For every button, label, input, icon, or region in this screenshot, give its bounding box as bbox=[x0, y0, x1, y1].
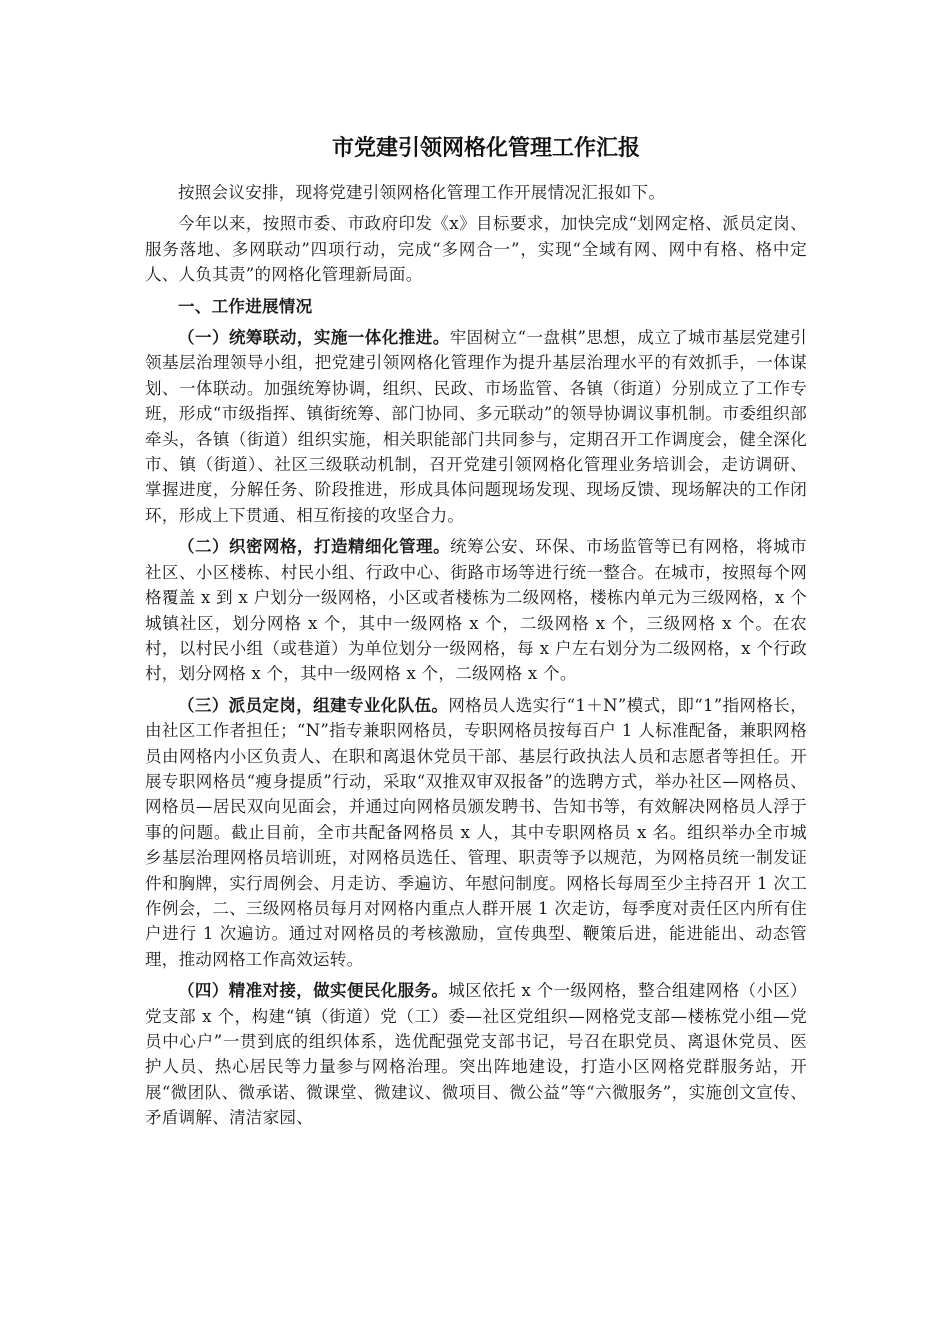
item-body-2: 统筹公安、环保、市场监管等已有网格，将城市社区、小区楼栋、村民小组、行政中心、街路市场等进行统一整合。在城市，按照每个网格覆盖 x 到 x 户划分一级网格，小区或者楼栋为二级网格，楼栋内单元为三级网格，x 个城镇社区，划分网格 x 个，其中一级网格 x 个，二级网格 x 个，三级网格 x 个。在农村，以村民小组（或巷道）为单位划分一级网格，每 x 户左右划分为二级网格，x 个行政村，划分网格 x 个，其中一级网格 x 个，二级网格 x 个。 bbox=[145, 537, 807, 684]
item-paragraph-1 bbox=[145, 325, 807, 528]
background-paragraph: 今年以来，按照市委、市政府印发《x》目标要求，加快完成“划网定格、派员定岗、服务落地、多网联动”四项行动，完成“多网合一”，实现“全域有网、网中有格、格中定人、人负其责”的网格化管理新局面。 bbox=[145, 214, 807, 285]
item-body-3: 网格员人选实行“1＋N”模式，即“1”指网格长，由社区工作者担任；“N”指专兼职网格员，专职网格员按每百户 1 人标准配备，兼职网格员由网格内小区负责人、在职和离退休党员干部、基层行政执法人员和志愿者等担任。开展专职网格员“瘦身提质”行动，采取“双推双审双报备”的选聘方式，举办社区—网格员、网格员—居民双向见面会，并通过向网格员颁发聘书、告知书等，有效解决网格员人浮于事的问题。截止目前，全市共配备网格员 x 人，其中专职网格员 x 名。组织举办全市城乡基层治理网格员培训班，对网格员选任、管理、职责等予以规范，为网格员统一制发证件和胸牌，实行周例会、月走访、季遍访、年慰问制度。网格长每周至少主持召开 1 次工作例会，二、三级网格员每月对网格内重点人群开展 1 次走访，每季度对责任区内所有住户进行 1 次遍访。通过对网格员的考核激励，宣传典型、鞭策后进，能进能出、动态管理，推动网格工作高效运转。 bbox=[145, 695, 808, 969]
item-paragraph-3 bbox=[145, 693, 807, 972]
intro-paragraph: 按照会议安排，现将党建引领网格化管理工作开展情况汇报如下。 bbox=[178, 183, 666, 202]
item-paragraph-4 bbox=[145, 978, 807, 1130]
item-body-4: 城区依托 x 个一级网格，整合组建网格（小区）党支部 x 个，构建“镇（街道）党（工）委—社区党组织—网格党支部—楼栋党小组—党员中心户”一贯到底的组织体系，选优配强党支部书记，号召在职党员、离退休党员、医护人员、热心居民等力量参与网格治理。突出阵地建设，打造小区网格党群服务站，开展“微团队、微承诺、微课堂、微建议、微项目、微公益”等“六微服务”，实施创文宣传、矛盾调解、清洁家园、 bbox=[145, 981, 807, 1128]
item-paragraph-2 bbox=[145, 534, 807, 686]
item-lead-1: （一）统筹联动，实施一体化推进。 bbox=[178, 328, 450, 348]
item-lead-3: （三）派员定岗，组建专业化队伍。 bbox=[178, 695, 449, 715]
item-lead-4: （四）精准对接，做实便民化服务。 bbox=[178, 981, 449, 1001]
document-body bbox=[145, 132, 807, 1137]
document-title: 市党建引领网格化管理工作汇报 bbox=[331, 136, 640, 161]
item-lead-2: （二）织密网格，打造精细化管理。 bbox=[178, 537, 451, 557]
item-body-1: 牢固树立“一盘棋”思想，成立了城市基层党建引领基层治理领导小组，把党建引领网格化管理作为提升基层治理水平的有效抓手，一体谋划、一体联动。加强统筹协调，组织、民政、市场监管、各镇（街道）分别成立了工作专班，形成“市级指挥、镇街统筹、部门协同、多元联动”的领导协调议事机制。市委组织部牵头，各镇（街道）组织实施，相关职能部门共同参与，定期召开工作调度会，健全深化市、镇（街道）、社区三级联动机制，召开党建引领网格化管理业务培训会，走访调研、掌握进度，分解任务、阶段推进，形成具体问题现场发现、现场反馈、现场解决的工作闭环，形成上下贯通、相互衔接的攻坚合力。 bbox=[145, 328, 807, 525]
section-heading-progress: 一、工作进展情况 bbox=[178, 296, 313, 316]
